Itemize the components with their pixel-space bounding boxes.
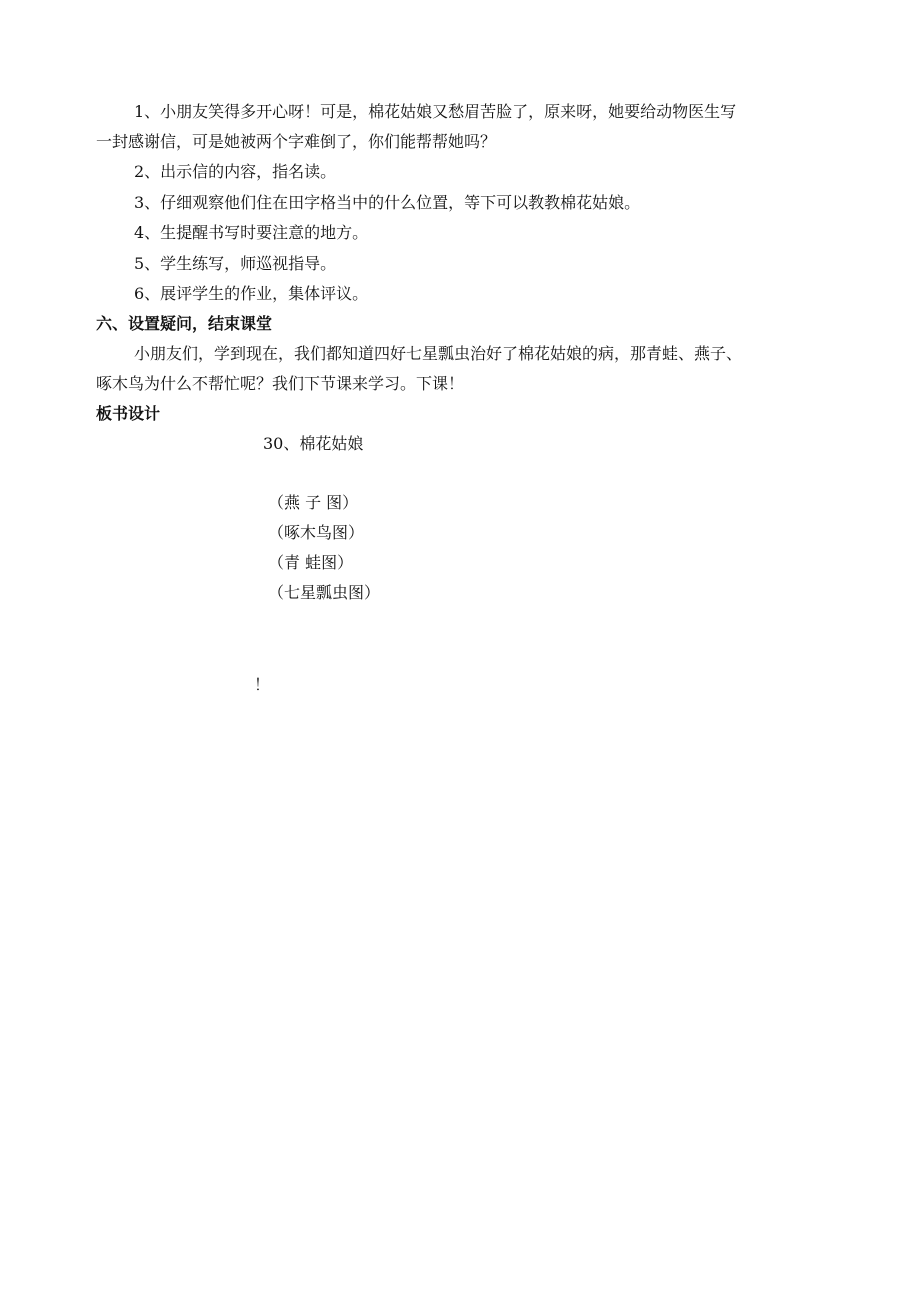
section-6-paragraph-line-2: 啄木鸟为什么不帮忙呢？我们下节课来学习。下课！ — [96, 374, 465, 393]
section-6-paragraph-line-1: 小朋友们，学到现在，我们都知道四好七星瓢虫治好了棉花姑娘的病，那青蛙、燕子、 — [134, 344, 743, 363]
step-1-line-2: 一封感谢信，可是她被两个字难倒了，你们能帮帮她吗？ — [96, 132, 497, 151]
exclamation-mark: ！ — [254, 675, 271, 694]
section-6-heading: 六、设置疑问，结束课堂 — [96, 314, 273, 333]
step-6: 6、展评学生的作业，集体评议。 — [134, 284, 369, 303]
board-design-heading: 板书设计 — [96, 404, 161, 423]
board-item-swallow: （燕 子 图） — [268, 493, 359, 512]
step-3: 3、仔细观察他们住在田字格当中的什么位置，等下可以教教棉花姑娘。 — [134, 193, 641, 212]
step-2: 2、出示信的内容，指名读。 — [134, 162, 337, 181]
board-item-woodpecker: （啄木鸟图） — [268, 523, 365, 542]
step-4: 4、生提醒书写时要注意的地方。 — [134, 223, 369, 242]
step-5: 5、学生练写，师巡视指导。 — [134, 254, 337, 273]
step-1-line-1: 1、小朋友笑得多开心呀！可是，棉花姑娘又愁眉苦脸了，原来呀，她要给动物医生写 — [134, 102, 737, 121]
board-title: 30、棉花姑娘 — [263, 434, 364, 453]
board-item-ladybug: （七星瓢虫图） — [268, 583, 381, 602]
board-item-frog: （青 蛙图） — [268, 553, 354, 572]
